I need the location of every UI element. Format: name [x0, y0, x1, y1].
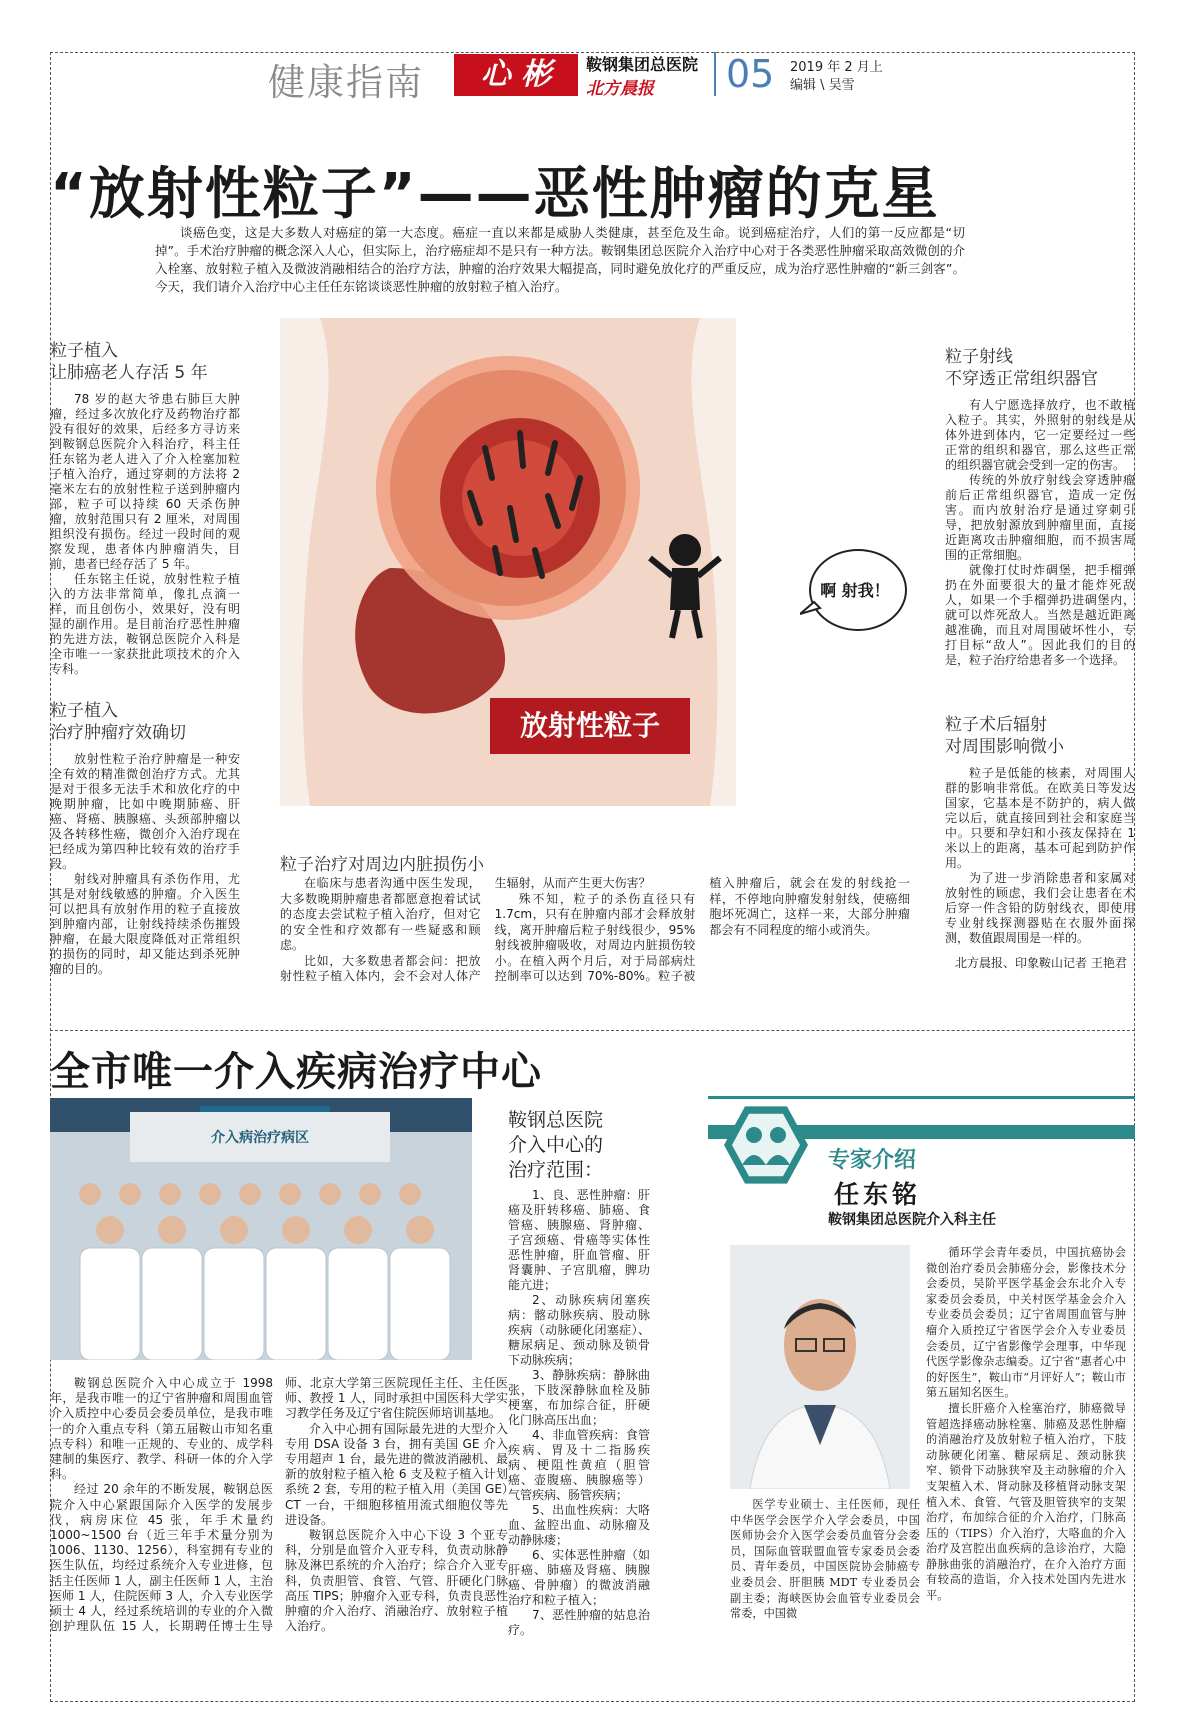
- expert-profile: [708, 1096, 1135, 1701]
- subhead-line2: 对周围影响微小: [945, 737, 1064, 757]
- scope-heading-line: 介入中心的: [508, 1134, 604, 1156]
- speech-text: 啊 射我！: [820, 581, 890, 600]
- scope-heading: [508, 1108, 603, 1183]
- page-number: 05: [726, 52, 775, 96]
- subhead-line2: 不穿透正常组织器官: [945, 369, 1098, 389]
- section2-title: 全市唯一介入疾病治疗中心: [50, 1049, 542, 1095]
- scope-item: 7、恶性肿瘤的姑息治疗。: [508, 1608, 650, 1637]
- subhead-line1: 粒子射线: [945, 347, 1013, 367]
- doctors-badge-inner: [732, 1111, 800, 1179]
- paragraph: 为了进一步消除患者和家属对放射性的顾虑，我们会让患者在术后穿一件含铅的防射线衣，即使用专业射线探测器贴在衣服外面探测，数值跟周围是一样的。: [945, 871, 1135, 945]
- body-text: [945, 398, 1135, 668]
- portrait-image: [730, 1245, 910, 1489]
- expert-bio: [926, 1245, 1126, 1604]
- paragraph: 78 岁的赵大爷患右肺巨大肿瘤，经过多次放化疗及药物治疗都没有很好的效果，后经多方寻访来到鞍钢总医院介入科治疗，科主任任东铭为老人进入了介入栓塞加粒子植入治疗，通过穿刺的方法将 2 毫米左右的放射性粒子送到肿瘤内部，粒子可以持续 60 天杀伤肿瘤，放射范围只有 2 厘米，对周围组织没有损伤。经过一段时间的观察发现，患者体内肿瘤消失，目前，患者已经存活了 5 年。: [50, 392, 240, 571]
- paper-name: 北方晨报: [586, 79, 654, 99]
- svg-text:介入病治疗病区: 介入病治疗病区: [211, 1130, 309, 1146]
- byline: 北方晨报、印象鞍山记者 王艳君: [955, 956, 1127, 970]
- masthead: [268, 52, 908, 104]
- subhead: [50, 340, 240, 384]
- section-name: 健康指南: [268, 61, 424, 104]
- paragraph: 在临床与患者沟通中医生发现，大多数晚期肿瘤患者都愿意抱着试试的态度去尝试粒子植入治疗，但对它的安全性和疗效都有一些疑惑和顾虑。: [280, 876, 481, 952]
- hospital-name: 鞍钢集团总医院: [586, 55, 699, 74]
- paragraph: 有人宁愿选择放疗，也不敢植入粒子。其实，外照射的射线是从体外进到体内，它一定要经过一些正常的组织和器官，那么这些正常的组织器官就会受到一定的伤害。: [945, 398, 1135, 472]
- subhead-line1: 粒子植入: [50, 341, 118, 361]
- scope-item: 5、出血性疾病：大咯血、盆腔出血、动脉瘤及动静脉瘘；: [508, 1503, 650, 1547]
- body-text: [50, 752, 240, 977]
- illustration-caption-box: [490, 698, 690, 754]
- scope-item: 4、非血管疾病：食管疾病、胃及十二指肠疾病、梗阻性黄疸（胆管癌、壶腹癌、胰腺癌等）气管疾病、肠管疾病；: [508, 1428, 650, 1502]
- issue-date: 2019 年 2 月上: [790, 60, 883, 75]
- body-text: [50, 392, 240, 677]
- section2-body: [50, 1376, 508, 1634]
- subhead-line2: 让肺癌老人存活 5 年: [50, 363, 208, 383]
- expert-portrait: [730, 1245, 910, 1489]
- editor-credit: 编辑 \ 吴雪: [790, 78, 855, 93]
- speech-bubble: [800, 540, 910, 640]
- paragraph: 粒子是低能的核素，对周围人群的影响非常低。在欧美日等发达国家，它基本是不防护的，病人做完以后，就直接回到社会和家庭当中。只要和孕妇和小孩友保持在 1 米以上的距离，基本可起到防护作用。: [945, 766, 1135, 870]
- group-photo: [50, 1098, 472, 1360]
- scope-heading-line: 治疗范围：: [508, 1159, 604, 1181]
- headline: “放射性粒子”——恶性肿瘤的克星: [50, 162, 940, 227]
- scope-item: 2、动脉疾病闭塞疾病：髂动脉疾病、股动脉疾病（动脉硬化闭塞症）、糖尿病足、颈动脉及锁骨下动脉疾病；: [508, 1293, 650, 1367]
- scope-item: 3、静脉疾病：静脉曲张，下肢深静脉血栓及肺梗塞，布加综合征，肝硬化门脉高压出血；: [508, 1368, 650, 1427]
- brand-logo: 心 彬: [454, 54, 578, 96]
- scope-item: 1、良、恶性肿瘤：肝癌及肝转移癌、肺癌、食管癌、胰腺癌、肾肿瘤、子宫颈癌、骨癌等实体性恶性肿瘤，肝血管瘤、肝肾囊肿、子宫肌瘤，脾功能亢进；: [508, 1188, 650, 1292]
- illustration-caption: 放射性粒子: [519, 709, 660, 742]
- paragraph: 鞍钢总医院介入中心成立于 1998 年，是我市唯一的辽宁省肿瘤和周围血管介入质控中心委员会委员单位，是我市唯一的介入重点专科（第五届鞍山市知名重点专科）和唯一正规的、专业的、成学科建制的集医疗、教学、科研一体的介入学科。: [50, 1376, 273, 1482]
- scope-heading-line: 鞍钢总医院: [508, 1109, 604, 1131]
- paragraph: 比如，大多数患者都会问：把放射性粒子植入体内，会不会对人体产生辐射，从而产生更大伤害？: [280, 876, 651, 983]
- doctors-icon: [732, 1111, 800, 1179]
- paragraph: 任东铭主任说，放射性粒子植入的方法非常简单，像扎点滴一样，而且创伤小，效果好，没有明显的副作用。是目前治疗恶性肿瘤的先进方法，鞍钢总医院介入科是全市唯一一家获批此项技术的介入专科。: [50, 572, 240, 676]
- body-text: [945, 766, 1135, 946]
- article-left-2: [50, 700, 240, 977]
- paragraph: 放射性粒子治疗肿瘤是一种安全有效的精准微创治疗方式。尤其是对于很多无法手术和放化疗的中晚期肿瘤，比如中晚期肺癌、肝癌、肾癌、胰腺癌、头颈部肿瘤以及各转移性癌，微创介入治疗现在已经成为第四种比较有效的治疗手段。: [50, 752, 240, 871]
- paragraph: 循环学会青年委员，中国抗癌协会微创治疗委员会肺癌分会，影像技术分会委员，吴阶平医学基金会东北介入专家委员会委员，中关村医学基金会介入专业委员会委员；辽宁省周围血管与肿瘤介入质控辽宁省医学会介入专业委员会委员，辽宁省影像学会理事，中华现代医学影像杂志编委。辽宁省“惠者心中的好医生”，鞍山市“月评好人”；鞍山市第五届知名医生。: [926, 1246, 1126, 1400]
- scope-list: [508, 1188, 650, 1638]
- masthead-divider: [714, 52, 716, 96]
- subhead: [945, 714, 1135, 758]
- expert-name: 任东铭: [834, 1180, 922, 1209]
- paragraph: 鞍钢总医院介入中心下设 3 个亚专科，分别是血管介入亚专科，负责动脉静脉及淋巴系统的介入治疗；综合介入亚专科，负责胆管、食管、气管、肝硬化门脉高压 TIPS；肿瘤介入亚专科，负责良恶性肿瘤的介入治疗、消融治疗、放射粒子植入治疗。: [285, 1528, 508, 1634]
- paragraph: 经过 20 余年的不断发展，鞍钢总医院介入中心紧跟国际介入医学的发展步伐，病房床位 45 张，年手术量约 1000~1500 台（近三年手术量分别为 1006、1130、1256），科室拥有专业的医生队伍，均经过系统介入专业进修，包括主任医师 1 人，副主任医师 1 人，主治医师 1 人，住院医师 3 人，介入专业医学硕士 4 人，经过系统培训的专业的介入微创护理队伍 15 人，长期聘任博士生导师、北京大学第三医院现任主任、主任医师、教授 1 人，同时承担中国医科大学实习教学任务及辽宁省住院医师培训基地。: [50, 1376, 508, 1634]
- middle-body: [280, 876, 910, 985]
- expert-bio-continued: 医学专业硕士、主任医师，现任中华医学会医学介入学会委员，中国医师协会介入医学会委员血管分会委员，国际血管联盟血管专家委员会委员、青年委员，中国医院协会肺癌专业委员会、肝胆胰 MDT 专业委员会副主委；海峡医协会血管专业委员会常委，中国微: [730, 1498, 920, 1621]
- paragraph: 就像打仗时炸碉堡，把手榴弹扔在外面要很大的量才能炸死敌人，如果一个手榴弹扔进碉堡内，就可以炸死敌人。当然是越近距离越准确，而且对周围破坏性小，专打目标“敌人”。因此我们的目的是，粒子治疗给患者多一个选择。: [945, 563, 1135, 667]
- middle-subhead: 粒子治疗对周边内脏损伤小: [280, 855, 484, 875]
- section-divider: [50, 1030, 1135, 1031]
- expert-label: 专家介绍: [828, 1147, 917, 1173]
- subhead: [50, 700, 240, 744]
- doctors-badge-icon: [724, 1103, 808, 1187]
- expert-title: 鞍钢集团总医院介入科主任: [828, 1212, 996, 1228]
- article-left-1: [50, 340, 240, 677]
- paragraph: 殊不知，粒子的杀伤直径只有 1.7cm，只有在肿瘤内部才会释放射线，离开肿瘤后粒子射线很少，95% 射线被肿瘤吸收，对周边内脏损伤较小。在植入两个月后，对于局部病灶控制率可以达到 70%-80%。粒子被植入肿瘤后，就会在发的射线抢一样，不停地向肿瘤发射射线，使癌细胞坏死凋亡，这样一来，大部分肿瘤都会有不同程度的缩小或消失。: [494, 876, 910, 983]
- paragraph: 介入中心拥有国际最先进的大型介入专用 DSA 设备 3 台，拥有美国 GE 介入专用超声 1 台，最先进的微波消融机、最新的放射粒子植入枪 6 支及粒子植入计划系统 2 套，专用的粒子植入用（美国 GE）CT 一台，干细胞移植用流式细胞仪等先进设备。: [285, 1421, 508, 1527]
- article-right-2: [945, 714, 1135, 946]
- subhead-line2: 治疗肿瘤疗效确切: [50, 723, 186, 743]
- paragraph: 擅长肝癌介入栓塞治疗，肺癌微导管超选择癌动脉栓塞、肺癌及恶性肿瘤的消融治疗及放射粒子植入治疗，下肢动脉硬化闭塞、糖尿病足、颈动脉狭窄、锁骨下动脉狭窄及主动脉瘤的介入支架植入术、肾动脉及移植肾动脉支架植入术、食管、气管及胆管狭窄的支架治疗，布加综合征的介入治疗，门脉高压的（TIPS）介入治疗，大咯血的介入治疗及宫腔出血疾病的急诊治疗，大隐静脉曲张的消融治疗，在介入治疗方面有较高的造诣，介入技术处国内先进水平。: [926, 1401, 1126, 1603]
- paragraph: 射线对肿瘤具有杀伤作用，尤其是对射线敏感的肿瘤。介入医生可以把具有放射作用的粒子直接放到肿瘤内部，让射线持续杀伤摧毁肿瘤，在最大限度降低对正常组织的损伤的同时，却又能达到杀死肿瘤的目的。: [50, 872, 240, 976]
- subhead-line1: 粒子植入: [50, 701, 118, 721]
- article-right-1: [945, 346, 1135, 668]
- paragraph: 传统的外放疗射线会穿透肿瘤前后正常组织器官，造成一定伤害。而内放射治疗是通过穿刺引导，把放射源放到肿瘤里面，直接近距离攻击肿瘤细胞，而不损害周围的正常细胞。: [945, 473, 1135, 562]
- lede: 谈癌色变，这是大多数人对癌症的第一大态度。癌症一直以来都是威胁人类健康，甚至危及生命。说到癌症治疗，人们的第一反应都是“切掉”。手术治疗肿瘤的概念深入人心，但实际上，治疗癌症却不是只有一种方法。鞍钢集团总医院介入治疗中心对于各类恶性肿瘤采取高效微创的介入栓塞、放射粒子植入及微波消融相结合的治疗方法，肿瘤的治疗效果大幅提高，同时避免放化疗的严重反应，成为治疗恶性肿瘤的“新三剑客”。今天，我们请介入治疗中心主任任东铭谈谈恶性肿瘤的放射粒子植入治疗。: [155, 225, 965, 294]
- scope-item: 6、实体恶性肿瘤（如肝癌、肺癌及肾癌、胰腺癌、骨肿瘤）的微波消融治疗和粒子植入；: [508, 1548, 650, 1607]
- radioactive-seed-illustration: [280, 318, 736, 806]
- staff-group-photo: [50, 1098, 472, 1360]
- subhead: [945, 346, 1135, 390]
- subhead-line1: 粒子术后辐射: [945, 715, 1047, 735]
